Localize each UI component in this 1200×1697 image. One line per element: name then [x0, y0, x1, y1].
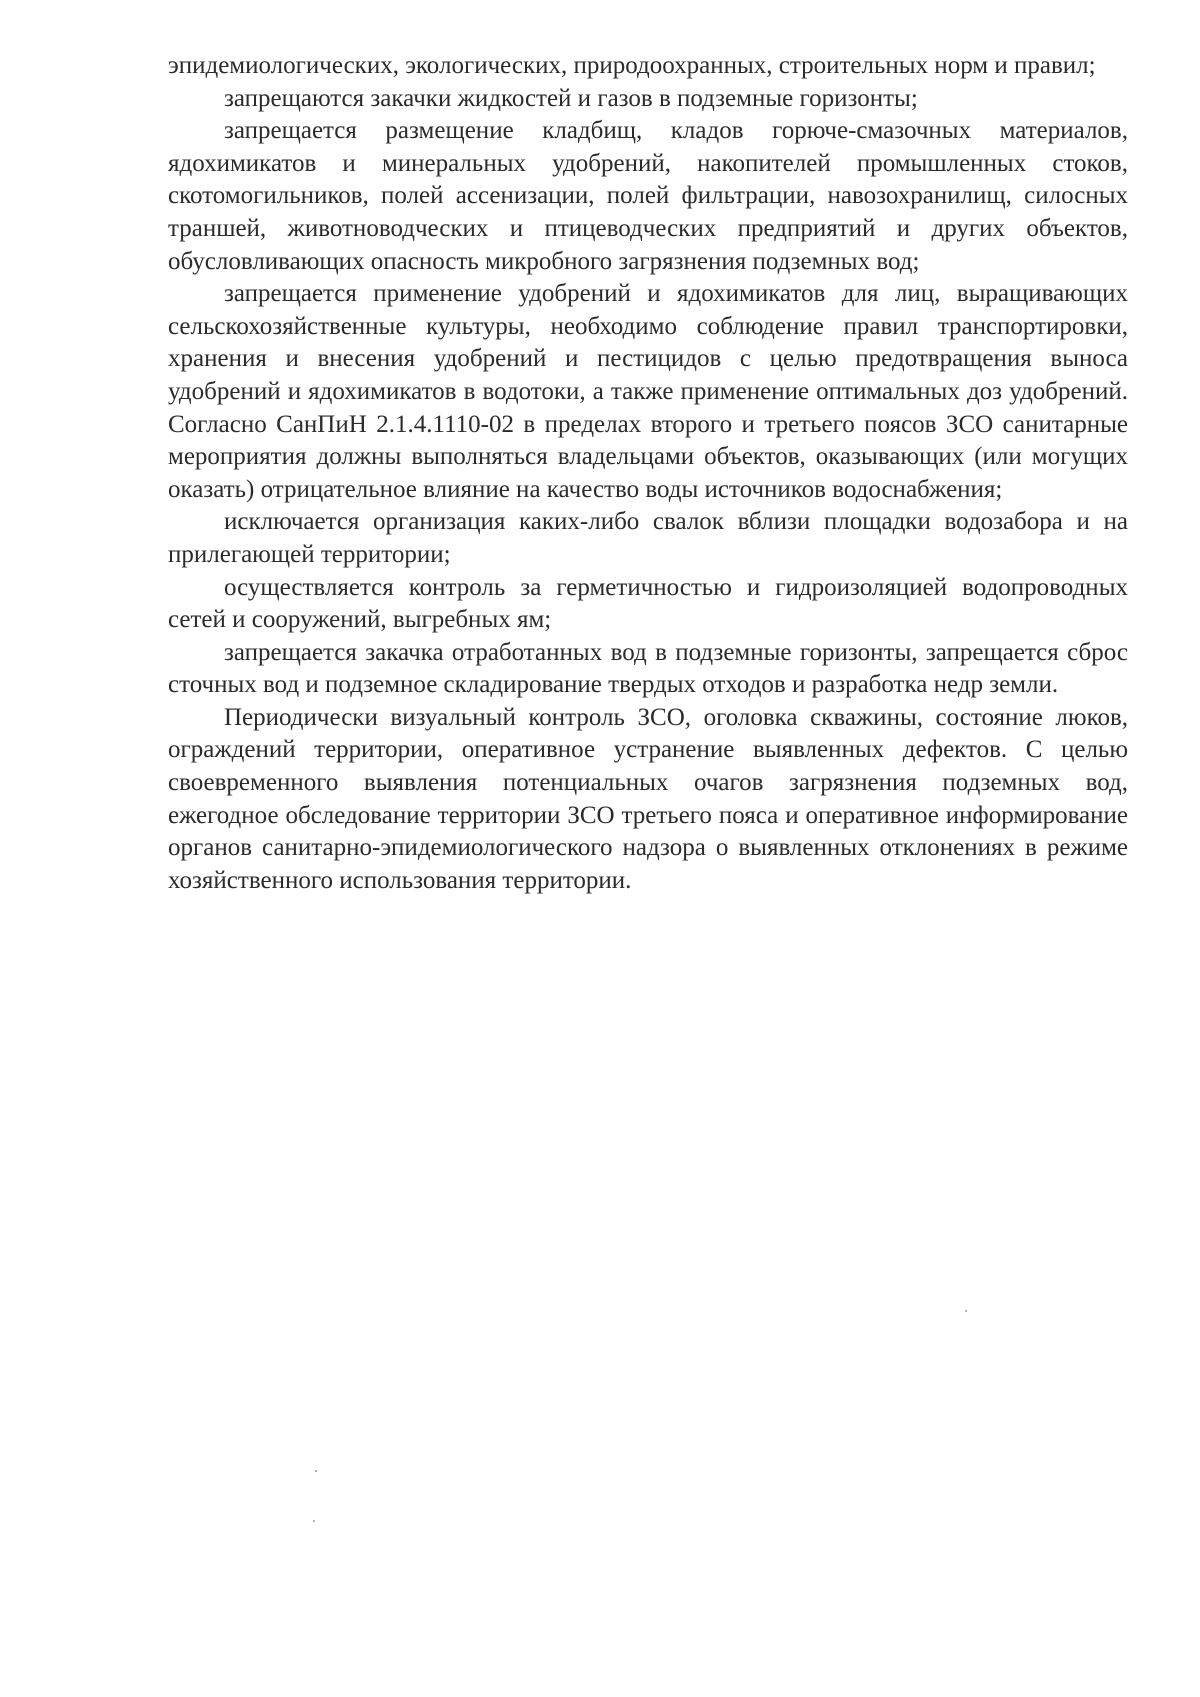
paragraph-fertilizer-ban: запрещается применение удобрений и ядохимикатов для лиц, выращивающих сельскохозяйственные культуры, необходимо соблюдение правил транспортировки, хранения и внесения удобрений и пестицидов с целью предотвращения выноса удобрений и ядохимикатов в водотоки, а также применение оптимальных доз удобрений. Согласно СанПиН 2.1.4.1110-02 в пределах второго и третьего поясов ЗСО санитарные мероприятия должны выполняться владельцами объектов, оказывающих (или могущих оказать) отрицательное влияние на качество воды источников водоснабжения;	[168, 280, 1128, 503]
paragraph-wastewater-ban: запрещается закачка отработанных вод в подземные горизонты, запрещается сброс сточных вод и подземное складирование твердых отходов и разработка недр земли.	[168, 638, 1128, 699]
paragraph-periodic-control: Периодически визуальный контроль ЗСО, оголовка скважины, состояние люков, ограждений территории, оперативное устранение выявленных дефектов. С целью своевременного выявления потенциальных очагов загрязнения подземных вод, ежегодное обследование территории ЗСО третьего пояса и оперативное информирование органов санитарно-эпидемиологического надзора о выявленных отклонениях в режиме хозяйственного использования территории.	[168, 703, 1128, 894]
paragraph-injection-ban: запрещаются закачки жидкостей и газов в подземные горизонты;	[224, 84, 918, 112]
paragraph-dumps-excluded: исключается организация каких-либо свалок вблизи площадки водозабора и на прилегающей территории;	[168, 508, 1128, 568]
paragraph-continuation: эпидемиологических, экологических, природоохранных, строительных норм и правил;	[168, 52, 1096, 79]
scan-speck	[313, 1520, 315, 1522]
scan-speck	[965, 1310, 967, 1312]
paragraph-placement-ban: запрещается размещение кладбищ, кладов горюче-смазочных материалов, ядохимикатов и минеральных удобрений, накопителей промышленных стоков, скотомогильников, полей ассенизации, полей фильтрации, навозохранилищ, силосных траншей, животноводческих и птицеводческих предприятий и других объектов, обусловливающих опасность микробного загрязнения подземных вод;	[168, 117, 1128, 275]
paragraph-sealing-control: осуществляется контроль за герметичностью и гидроизоляцией водопроводных сетей и сооружений, выгребных ям;	[168, 573, 1128, 634]
document-body	[168, 50, 1128, 897]
scan-speck	[315, 1470, 317, 1472]
